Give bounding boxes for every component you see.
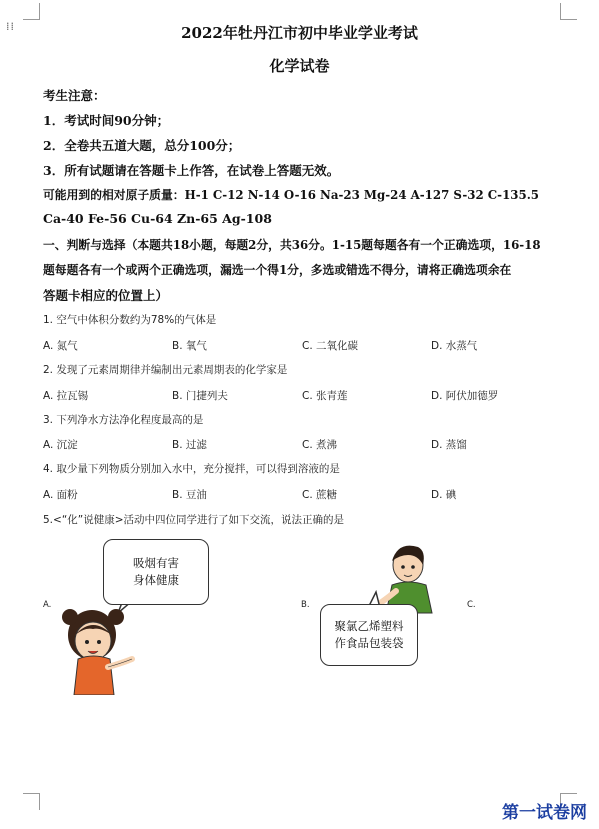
question-1-option-b: B. 氧气 — [172, 340, 207, 352]
section-instructions-line-2: 题每题各有一个或两个正确选项，漏选一个得1分，多选或错选不得分，请将正确选项余在 — [43, 263, 512, 277]
question-1-option-a: A. 氮气 — [43, 340, 78, 352]
boy-speech-line-1: 聚氯乙烯塑料 — [334, 619, 404, 633]
question-2-stem: 2. 发现了元素周期律并编制出元素周期表的化学家是 — [43, 364, 288, 376]
question-3-option-d: D. 蒸馏 — [431, 439, 467, 451]
drag-handle-icon[interactable]: ⁞⁞ — [6, 20, 15, 33]
girl-speech-line-1: 吸烟有害 — [133, 556, 179, 570]
boy-speech-bubble — [320, 604, 418, 666]
question-2-option-d: D. 阿伏加德罗 — [431, 390, 499, 402]
question-5-option-b: B. — [301, 600, 310, 610]
question-3-option-c: C. 煮沸 — [302, 439, 338, 451]
document-title: 2022年牡丹江市初中毕业学业考试 — [181, 24, 418, 42]
girl-speech-line-2: 身体健康 — [133, 573, 179, 587]
boy-speech-line-2: 作食品包装袋 — [334, 636, 404, 650]
question-1-option-c: C. 二氧化碳 — [302, 340, 359, 352]
document-subtitle: 化学试卷 — [269, 57, 330, 75]
section-instructions-line-3: 答题卡相应的位置上） — [43, 288, 169, 303]
question-3-stem: 3. 下列净水方法净化程度最高的是 — [43, 414, 204, 426]
atomic-masses-line-1: 可能用到的相对原子质量：H-1 C-12 N-14 O-16 Na-23 Mg-24 A-127 S-32 C-135.5 — [43, 188, 540, 202]
question-4-option-a: A. 面粉 — [43, 489, 78, 501]
site-watermark: 第一试卷网 — [502, 803, 587, 823]
notice-item-3: 3．所有试题请在答题卡上作答，在试卷上答题无效。 — [43, 163, 340, 178]
question-4-stem: 4. 取少量下列物质分别加入水中，充分搅拌，可以得到溶液的是 — [43, 463, 340, 475]
corner-mark-top-right — [560, 3, 577, 20]
question-3-option-a: A. 沉淀 — [43, 439, 78, 451]
atomic-masses-line-2: Ca-40 Fe-56 Cu-64 Zn-65 Ag-108 — [43, 211, 272, 226]
corner-mark-bottom-left — [23, 793, 40, 810]
girl-speech-bubble — [103, 539, 209, 605]
question-4-option-c: C. 蔗糖 — [302, 489, 338, 501]
section-instructions-line-1: 一、判断与选择（本题共18小题，每题2分，共36分。1-15题每题各有一个正确选项，16-18 — [43, 238, 541, 252]
question-4-option-d: D. 碘 — [431, 489, 457, 501]
notice-item-1: 1．考试时间90分钟； — [43, 113, 170, 128]
question-5-stem: 5.<“化”说健康>活动中四位同学进行了如下交流，说法正确的是 — [43, 514, 344, 526]
question-4-option-b: B. 豆油 — [172, 489, 207, 501]
question-1-option-d: D. 水蒸气 — [431, 340, 478, 352]
question-2-option-b: B. 门捷列夫 — [172, 390, 228, 402]
notice-heading: 考生注意： — [43, 88, 106, 103]
question-5-option-c: C. — [467, 600, 476, 610]
question-2-option-c: C. 张青莲 — [302, 390, 348, 402]
corner-mark-top-left — [23, 3, 40, 20]
question-5-option-a: A. — [43, 600, 52, 610]
question-3-option-b: B. 过滤 — [172, 439, 207, 451]
notice-item-2: 2．全卷共五道大题，总分100分； — [43, 138, 241, 153]
question-2-option-a: A. 拉瓦锡 — [43, 390, 89, 402]
question-1-stem: 1. 空气中体积分数约为78%的气体是 — [43, 314, 217, 326]
